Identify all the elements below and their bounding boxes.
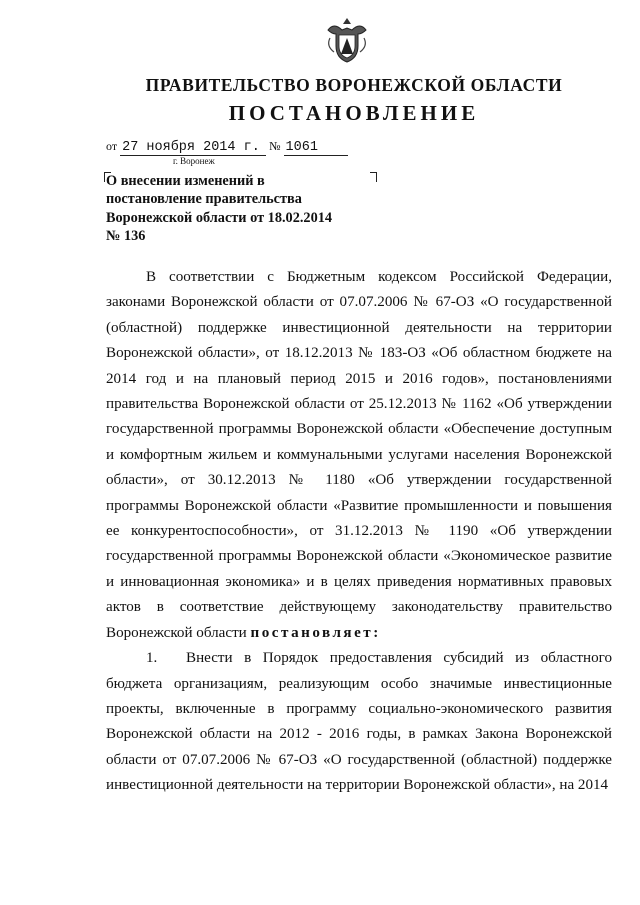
item-1-number: 1.: [146, 650, 158, 667]
number-label: №: [269, 139, 281, 153]
item-1-paragraph: [106, 646, 612, 798]
coat-of-arms-icon: [322, 16, 372, 66]
date-from-label: от: [106, 139, 118, 153]
resolves-word: постановляет:: [250, 624, 381, 641]
document-subject: О внесении изменений в постановление правительства Воронежской области от 18.02.2014 № 136: [106, 173, 333, 245]
preamble-text: В соответствии с Бюджетным кодексом Российской Федерации, законами Воронежской области от 07.07.2006 № 67-ОЗ «О государственной (областной) поддержке инвестиционной деятельности на территории Воронежской области», от 18.12.2013 № 183-ОЗ «Об областном бюджете на 2014 год и на плановый период 2015 и 2016 годов», постановлениями правительства Воронежской области от 25.12.2013 № 1162 «Об утверждении государственной программы Воронежской области «Обеспечение доступным и комфортным жильем и коммунальными услугами населения Воронежской области», от 30.12.2013 № 1180 «Об утверждении государственной программы Воронежской области «Развитие промышленности и повышения ее конкурентоспособности», от 31.12.2013 № 1190 «Об утверждении государственной программы Воронежской области «Экономическое развитие и инновационная экономика» и в целях приведения нормативных правовых актов в соответствие действующему законодательству правительство Воронежской области: [106, 269, 612, 641]
document-date: 27 ноября 2014 г.: [120, 141, 266, 156]
city: г. Воронеж: [173, 156, 215, 166]
item-1-text: Внести в Порядок предоставления субсидий из областного бюджета организациям, реализующим особо значимые инвестиционные проекты, включенные в программу социально-экономического развития Воронежской области на 2012 - 2016 годы, в рамках Закона Воронежской области от 07.07.2006 № 67-ОЗ «О государственной (областной) поддержке инвестиционной деятельности на территории Воронежской области», на 2014: [106, 650, 612, 794]
organization-name: ПРАВИТЕЛЬСТВО ВОРОНЕЖСКОЙ ОБЛАСТИ: [145, 75, 563, 95]
document-body: [106, 265, 612, 799]
document-type: ПОСТАНОВЛЕНИЕ: [228, 101, 480, 125]
subject-bracket-right: [370, 172, 377, 182]
document-number: 1061: [284, 141, 348, 156]
dateline: [106, 139, 348, 156]
preamble-paragraph: [106, 265, 612, 646]
